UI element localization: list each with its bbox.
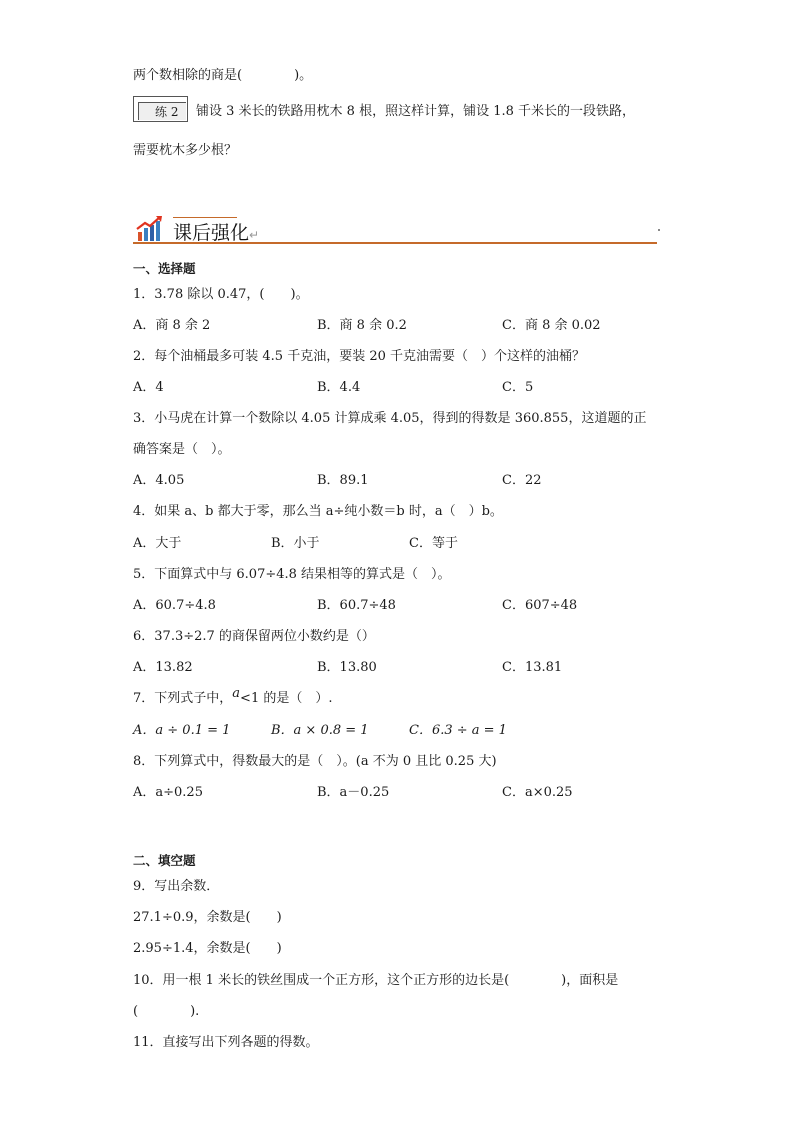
chart-growth-icon — [135, 215, 165, 243]
q8-option-b: B．a－0.25 — [317, 785, 390, 800]
q7-option-c: C．6.3 ÷ a = 1 — [409, 723, 507, 738]
question-3-stem: 3．小马虎在计算一个数除以 4.05 计算成乘 4.05，得到的得数是 360.855，这道题的正 — [133, 411, 647, 426]
q2-option-b: B．4.4 — [317, 380, 361, 395]
q8-option-a: A．a÷0.25 — [133, 785, 203, 800]
q7-stem-prefix: 7．下列式子中， — [133, 691, 233, 706]
q5-option-c: C．607÷48 — [502, 598, 578, 613]
q7-option-b: B．a × 0.8 = 1 — [271, 723, 369, 738]
q4-option-b: B．小于 — [271, 536, 320, 551]
q2-option-c: C．5 — [502, 380, 534, 395]
practice-label: 练 2 — [155, 105, 179, 119]
q3-option-c: C．22 — [502, 473, 542, 488]
q1-option-b: B．商 8 余 0.2 — [317, 318, 407, 333]
section-header — [133, 213, 659, 247]
intro-line: 两个数相除的商是( )。 — [133, 68, 313, 83]
question-10-continued: ( ). — [133, 1004, 200, 1019]
header-accent-line — [173, 217, 237, 218]
header-dot — [658, 229, 660, 231]
header-underline — [133, 242, 657, 244]
q3-option-b: B．89.1 — [317, 473, 369, 488]
q5-option-b: B．60.7÷48 — [317, 598, 396, 613]
question-7-stem — [133, 686, 333, 709]
question-9-stem: 9．写出余数． — [133, 879, 220, 894]
question-5-stem: 5．下面算式中与 6.07÷4.8 结果相等的算式是（ ）。 — [133, 567, 451, 582]
section-title-text: 课后强化 — [173, 222, 250, 244]
question-10-stem: 10．用一根 1 米长的铁丝围成一个正方形，这个正方形的边长是( )，面积是 — [133, 973, 619, 988]
choice-heading: 一、选择题 — [133, 261, 196, 276]
q1-option-c: C．商 8 余 0.02 — [502, 318, 601, 333]
q7-option-a: A．a ÷ 0.1 = 1 — [133, 723, 231, 738]
question-9b: 2.95÷1.4，余数是( ) — [133, 941, 282, 956]
q7-variable: a — [232, 686, 241, 701]
q6-option-a: A．13.82 — [133, 660, 193, 675]
q4-option-a: A．大于 — [133, 536, 182, 551]
question-8-stem: 8．下列算式中，得数最大的是（ ）。(a 不为 0 且比 0.25 大) — [133, 754, 497, 769]
question-3-stem-continued: 确答案是（ ）。 — [133, 442, 231, 457]
question-6-stem: 6．37.3÷2.7 的商保留两位小数约是（） — [133, 629, 375, 644]
practice-text: 铺设 3 米长的铁路用枕木 8 根，照这样计算，铺设 1.8 千米长的一段铁路， — [196, 104, 636, 119]
question-4-stem: 4．如果 a、b 都大于零，那么当 a÷纯小数＝b 时，a（ ）b。 — [133, 504, 503, 519]
practice-badge — [133, 96, 188, 123]
q3-option-a: A．4.05 — [133, 473, 185, 488]
practice-text-continued: 需要枕木多少根？ — [133, 143, 238, 158]
question-1-stem: 1．3.78 除以 0.47，( )。 — [133, 287, 309, 302]
return-mark: ↵ — [249, 228, 260, 242]
q6-option-b: B．13.80 — [317, 660, 377, 675]
q4-option-c: C．等于 — [409, 536, 458, 551]
question-11-stem: 11．直接写出下列各题的得数。 — [133, 1035, 319, 1050]
q7-stem-suffix: <1 的是（ ）. — [240, 691, 333, 706]
question-9a: 27.1÷0.9，余数是( ) — [133, 910, 282, 925]
q2-option-a: A．4 — [133, 380, 164, 395]
question-2-stem: 2．每个油桶最多可装 4.5 千克油，要装 20 千克油需要（ ）个这样的油桶？ — [133, 349, 586, 364]
q5-option-a: A．60.7÷4.8 — [133, 598, 216, 613]
q8-option-c: C．a×0.25 — [502, 785, 573, 800]
q6-option-c: C．13.81 — [502, 660, 563, 675]
fill-heading: 二、填空题 — [133, 853, 196, 868]
q1-option-a: A．商 8 余 2 — [133, 318, 211, 333]
